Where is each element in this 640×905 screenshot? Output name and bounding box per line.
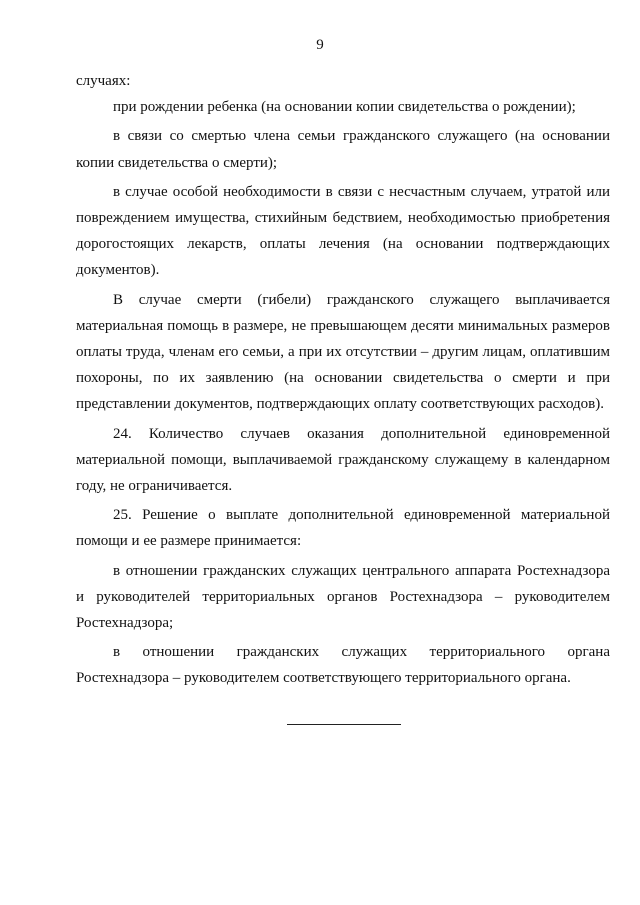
paragraph-birth-case: при рождении ребенка (на основании копии свидетельства о рождении); [113,99,576,116]
paragraph-item-25: 25. Решение о выплате дополнительной единовременной материальной помощи и ее размере принимается: [76,507,610,550]
end-separator-line [287,724,401,725]
paragraph-central-apparatus: в отношении гражданских служащих центрального аппарата Ростехнадзора и руководителей территориальных органов Ростехнадзора – руководителем Ростехнадзора; [76,562,610,632]
paragraph-special-necessity: в случае особой необходимости в связи с несчастным случаем, утратой или повреждением имущества, стихийным бедствием, необходимостью приобретения дорогостоящих лекарств, оплаты лечения (на основании подтверждающих документов). [76,183,610,279]
paragraph-death-of-employee: В случае смерти (гибели) гражданского служащего выплачивается материальная помощь в размере, не превышающем десяти минимальных размеров оплаты труда, членам его семьи, а при их отсутствии – другим лицам, оплатившим похороны, по их заявлению (на основании свидетельства о смерти и при представлении документов, подтверждающих оплату соответствующих расходов). [76,291,610,413]
paragraph-continuation: случаях: [76,73,131,89]
page-number: 9 [316,37,324,53]
paragraph-territorial-body: в отношении гражданских служащих территориального органа Ростехнадзора – руководителем соответствующего территориального органа. [76,644,610,687]
paragraph-item-24: 24. Количество случаев оказания дополнительной единовременной материальной помощи, выплачиваемой гражданскому служащему в календарном году, не ограничивается. [76,425,610,495]
document-body [76,68,610,692]
paragraph-death-of-family-member: в связи со смертью члена семьи гражданского служащего (на основании копии свидетельства о смерти); [76,128,610,171]
